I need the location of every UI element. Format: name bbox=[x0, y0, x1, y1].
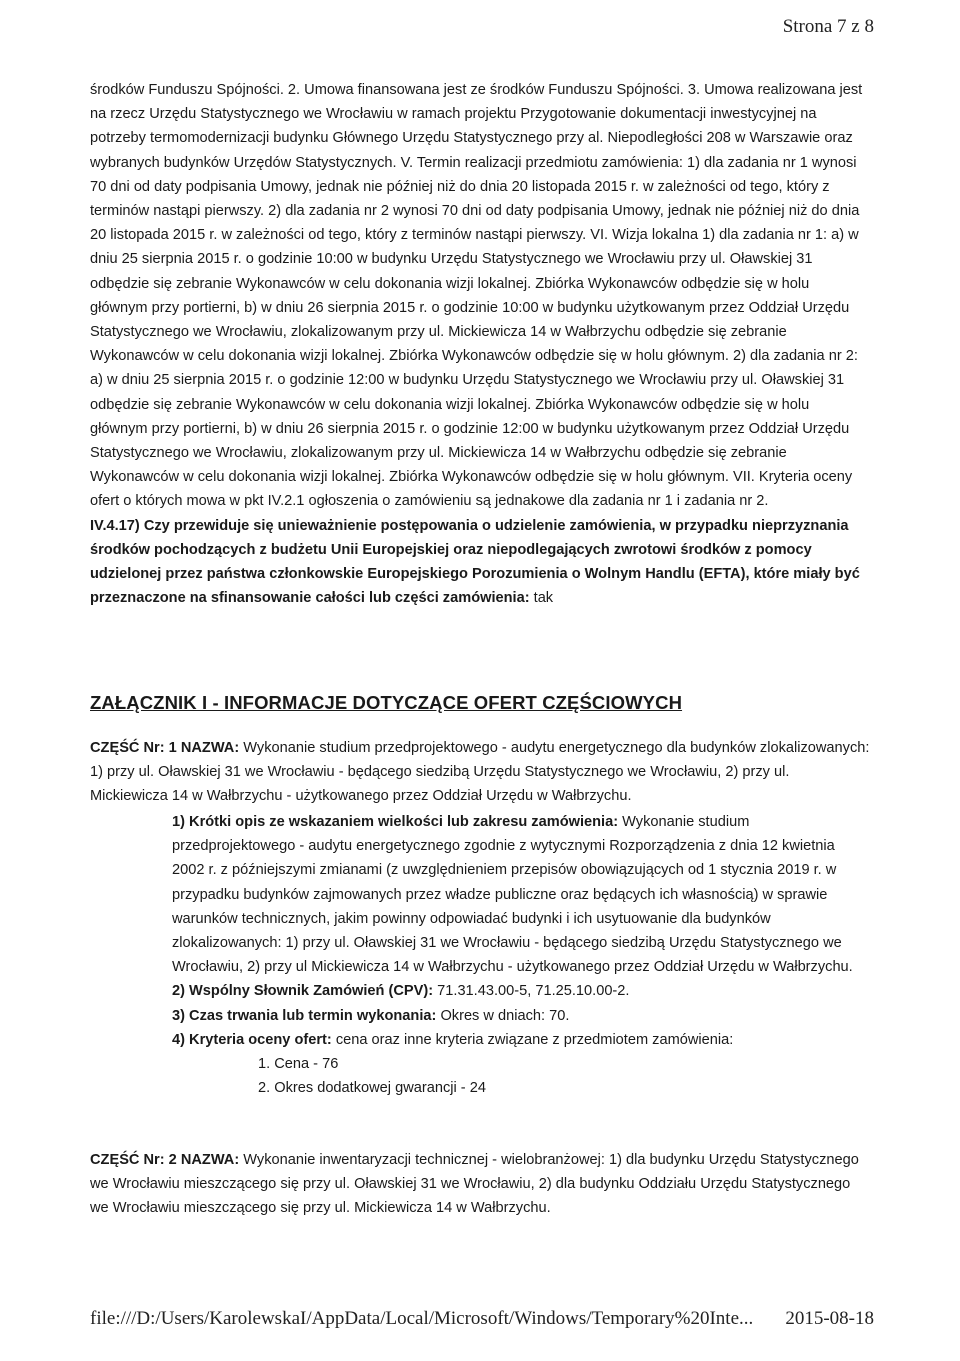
criteria-item: 1. Cena - 76 bbox=[258, 1056, 339, 1073]
page-number: Strona 7 z 8 bbox=[782, 16, 874, 37]
item-4-text: cena oraz inne kryteria związane z przedmiotem zamówienia: bbox=[335, 1031, 734, 1048]
item-1-text: Wykonanie studium przedprojektowego - audytu energetycznego zgodnie z wytycznymi Rozporządzenia z dnia 12 kwietnia 2002 r. z późniejszymi zmianami (z uwzględnieniem przepisów obowiązujących od 1 stycznia 2019 r. w przypadku budynków zajmowanych przez władze publiczne oraz będących ich własnością) w sprawie warunków technicznych, jakim powinny odpowiadać budynki i ich usytuowanie dla budynków zlokalizowanych: 1) przy ul. Oławskiej 31 we Wrocławiu - będącego siedzibą Urzędu Statystycznego we Wrocławiu, 2) przy ul Mickiewicza 14 w Wałbrzychu - użytkowanego przez Oddział Urzędu w Wałbrzychu. bbox=[172, 814, 853, 976]
part-2-name-label: NAZWA: bbox=[180, 1152, 240, 1168]
part-2-heading bbox=[90, 1148, 870, 1221]
part-1-number: 1 bbox=[168, 740, 177, 756]
part-1-item-1 bbox=[172, 810, 862, 979]
question-paragraph bbox=[90, 514, 870, 611]
question-answer: tak bbox=[533, 590, 554, 607]
criteria-list bbox=[172, 1052, 862, 1100]
item-4-label: 4) Kryteria oceny ofert: bbox=[172, 1031, 332, 1048]
item-1-label: 1) Krótki opis ze wskazaniem wielkości lub zakresu zamówienia: bbox=[172, 814, 619, 830]
part-1-name-label: NAZWA: bbox=[180, 740, 240, 756]
item-3-label: 3) Czas trwania lub termin wykonania: bbox=[172, 1007, 437, 1024]
annex-title: ZAŁĄCZNIK I - INFORMACJE DOTYCZĄCE OFERT CZĘŚCIOWYCH bbox=[90, 692, 683, 713]
part-1-item-3 bbox=[172, 1004, 862, 1028]
item-3-text: Okres w dniach: 70. bbox=[440, 1007, 570, 1024]
body-paragraph: środków Funduszu Spójności. 2. Umowa finansowana jest ze środków Funduszu Spójności. 3. Umowa realizowana jest na rzecz Urzędu Statystycznego we Wrocławiu w ramach projektu Przygotowanie dokumentacji inwestycyjnej na potrzeby termomodernizacji budynku Głównego Urzędu Statystycznego przy al. Niepodległości 208 w Warszawie oraz wybranych budynków Urzędów Statystycznych. V. Termin realizacji przedmiotu zamówienia: 1) dla zadania nr 1 wynosi 70 dni od daty podpisania Umowy, jednak nie później niż do dnia 20 listopada 2015 r. w zależności od tego, który z terminów nastąpi pierwszy. 2) dla zadania nr 2 wynosi 70 dni od daty podpisania Umowy, jednak nie później niż do dnia 20 listopada 2015 r. w zależności od tego, który z terminów nastąpi pierwszy. VI. Wizja lokalna 1) dla zadania nr 1: a) w dniu 25 sierpnia 2015 r. o godzinie 10:00 w budynku Urzędu Statystycznego we Wrocławiu przy ul. Oławskiej 31 odbędzie się zebranie Wykonawców w celu dokonania wizji lokalnej. Zbiórka Wykonawców odbędzie się w holu głównym przy portierni, b) w dniu 26 sierpnia 2015 r. o godzinie 10:00 w budynku użytkowanym przez Oddział Urzędu Statystycznego we Wrocławiu, zlokalizowanym przy ul. Mickiewicza 14 w Wałbrzychu odbędzie się zebranie Wykonawców w celu dokonania wizji lokalnej. Zbiórka Wykonawców odbędzie się w holu głównym. 2) dla zadania nr 2: a) w dniu 25 sierpnia 2015 r. o godzinie 12:00 w budynku Urzędu Statystycznego we Wrocławiu przy ul. Oławskiej 31 odbędzie się zebranie Wykonawców w celu dokonania wizji lokalnej. Zbiórka Wykonawców odbędzie się w holu głównym przy portierni, b) w dniu 26 sierpnia 2015 r. o godzinie 12:00 w budynku użytkowanym przez Oddział Urzędu Statystycznego we Wrocławiu, zlokalizowanym przy ul. Mickiewicza 14 w Wałbrzychu odbędzie się zebranie Wykonawców w celu dokonania wizji lokalnej. Zbiórka Wykonawców odbędzie się w holu głównym. VII. Kryteria oceny ofert o których mowa w pkt IV.2.1 ogłoszenia o zamówieniu są jednakowe dla zadania nr 1 i zadania nr 2. bbox=[90, 82, 863, 510]
part-2-name: Wykonanie inwentaryzacji technicznej - wielobranżowej: 1) dla budynku Urzędu Statystycznego we Wrocławiu mieszczącego się przy ul. Oławskiej 31 we Wrocławiu, 2) dla budynku Oddziału Urzędu Statystycznego we Wrocławiu mieszczącego się przy ul. Mickiewicza 14 w Wałbrzychu. bbox=[90, 1152, 859, 1217]
part-1-heading bbox=[90, 736, 870, 809]
part-2-label: CZĘŚĆ Nr: bbox=[90, 1152, 165, 1168]
question-text: IV.4.17) Czy przewiduje się unieważnienie postępowania o udzielenie zamówienia, w przypadku nieprzyznania środków pochodzących z budżetu Unii Europejskiej oraz niepodlegających zwrotowi środków z pomocy udzielonej przez państwa członkowskie Europejskiego Porozumienia o Wolnym Handlu (EFTA), które miały być przeznaczone na sfinansowanie całości lub części zamówienia: bbox=[90, 517, 860, 607]
item-2-label: 2) Wspólny Słownik Zamówień (CPV): bbox=[172, 983, 434, 1000]
criteria-item: 2. Okres dodatkowej gwarancji - 24 bbox=[258, 1080, 486, 1097]
part-1-item-4 bbox=[172, 1028, 862, 1052]
part-1-label: CZĘŚĆ Nr: bbox=[90, 740, 165, 756]
page-footer bbox=[90, 1308, 874, 1330]
part-2-number: 2 bbox=[168, 1152, 177, 1168]
document-body bbox=[90, 78, 870, 610]
part-1-details bbox=[172, 810, 862, 1100]
footer-date: 2015-08-18 bbox=[785, 1308, 874, 1329]
part-1-item-2 bbox=[172, 979, 862, 1003]
item-2-text: 71.31.43.00-5, 71.25.10.00-2. bbox=[437, 983, 630, 1000]
part-1-name: Wykonanie studium przedprojektowego - audytu energetycznego dla budynków zlokalizowanych: 1) przy ul. Oławskiej 31 we Wrocławiu - będącego siedzibą Urzędu Statystycznego we Wrocławiu, 2) przy ul. Mickiewicza 14 w Wałbrzychu - użytkowanego przez Oddział Urzędu w Wałbrzychu. bbox=[90, 740, 870, 805]
footer-file-path: file:///D:/Users/KarolewskaI/AppData/Local/Microsoft/Windows/Temporary%20Inte... bbox=[90, 1308, 754, 1329]
